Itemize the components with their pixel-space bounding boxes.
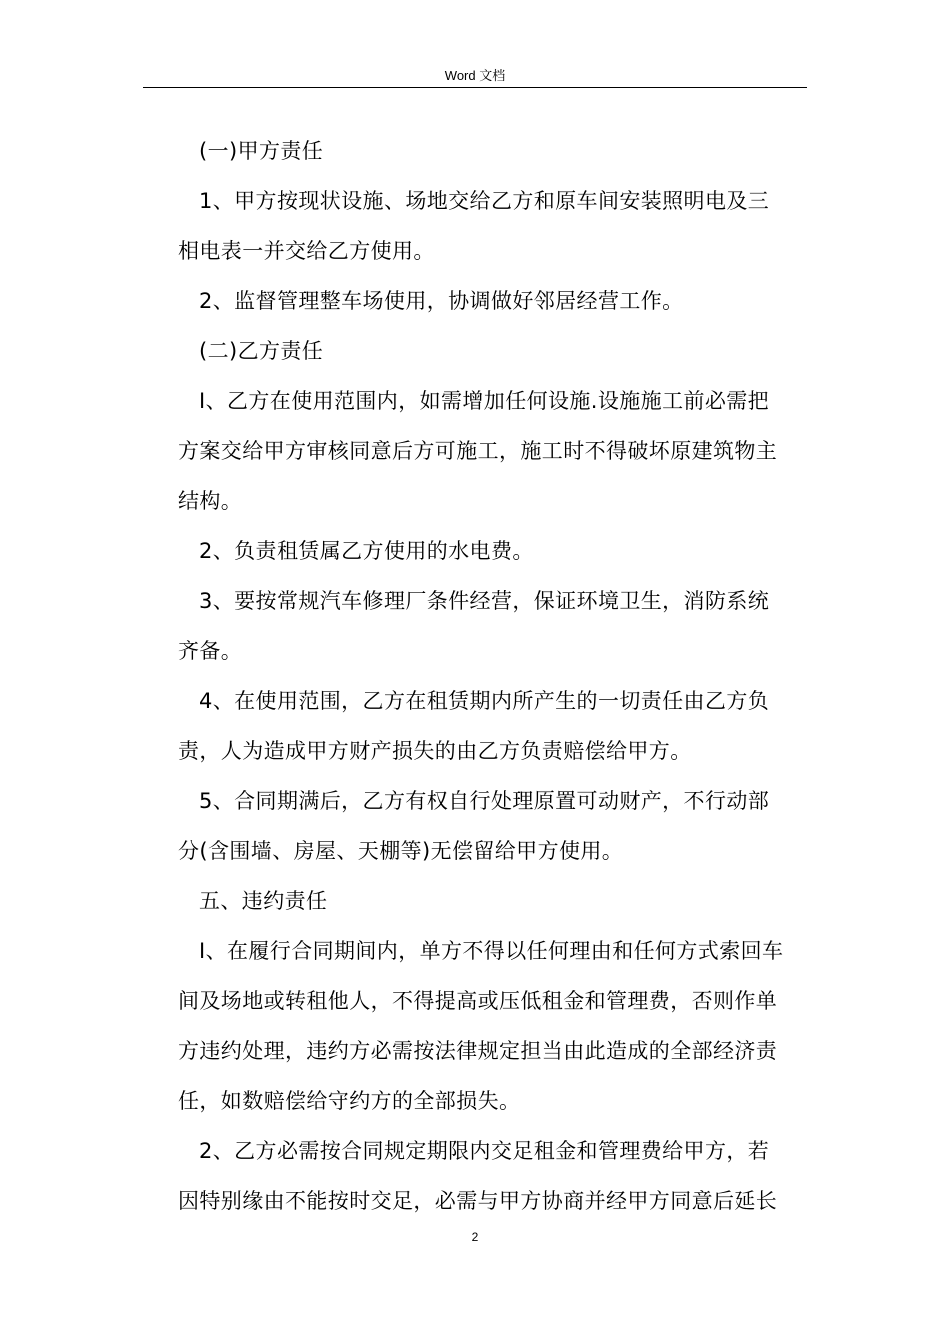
paragraph-line: I、在履行合同期间内，单方不得以任何理由和任何方式索回车: [199, 939, 784, 963]
paragraph-line: 因特别缘由不能按时交足，必需与甲方协商并经甲方同意后延长: [178, 1189, 778, 1213]
paragraph-line: 4、在使用范围，乙方在租赁期内所产生的一切责任由乙方负: [199, 689, 770, 713]
paragraph-line: 1、甲方按现状设施、场地交给乙方和原车间安装照明电及三: [199, 189, 770, 213]
section-heading: 五、违约责任: [199, 889, 328, 913]
paragraph-line: 分(含围墙、房屋、天棚等)无偿留给甲方使用。: [178, 839, 624, 863]
paragraph-line: 2、乙方必需按合同规定期限内交足租金和管理费给甲方，若: [199, 1139, 770, 1163]
paragraph-line: 2、监督管理整车场使用，协调做好邻居经营工作。: [199, 289, 684, 313]
paragraph-line: 间及场地或转租他人，不得提高或压低租金和管理费，否则作单: [178, 989, 778, 1013]
paragraph-line: 5、合同期满后，乙方有权自行处理原置可动财产，不行动部: [199, 789, 770, 813]
page-number: 2: [471, 1230, 479, 1244]
paragraph-line: 3、要按常规汽车修理厂条件经营，保证环境卫生，消防系统: [199, 589, 770, 613]
paragraph-line: 2、负责租赁属乙方使用的水电费。: [199, 539, 534, 563]
paragraph-line: 结构。: [178, 489, 243, 513]
paragraph-line: I、乙方在使用范围内，如需增加任何设施.设施施工前必需把: [199, 389, 770, 413]
paragraph-line: 任，如数赔偿给守约方的全部损失。: [178, 1089, 521, 1113]
header-divider: [143, 87, 807, 88]
paragraph-line: 方案交给甲方审核同意后方可施工，施工时不得破坏原建筑物主: [178, 439, 778, 463]
paragraph-line: 相电表一并交给乙方使用。: [178, 239, 435, 263]
paragraph-line: 方违约处理，违约方必需按法律规定担当由此造成的全部经济责: [178, 1039, 778, 1063]
paragraph-line: 责，人为造成甲方财产损失的由乙方负责赔偿给甲方。: [178, 739, 692, 763]
document-body: [178, 126, 806, 1226]
paragraph-line: (一)甲方责任: [199, 139, 324, 163]
paragraph-line: 齐备。: [178, 639, 243, 663]
paragraph-line: (二)乙方责任: [199, 339, 324, 363]
document-header-title: Word 文档: [444, 68, 506, 83]
